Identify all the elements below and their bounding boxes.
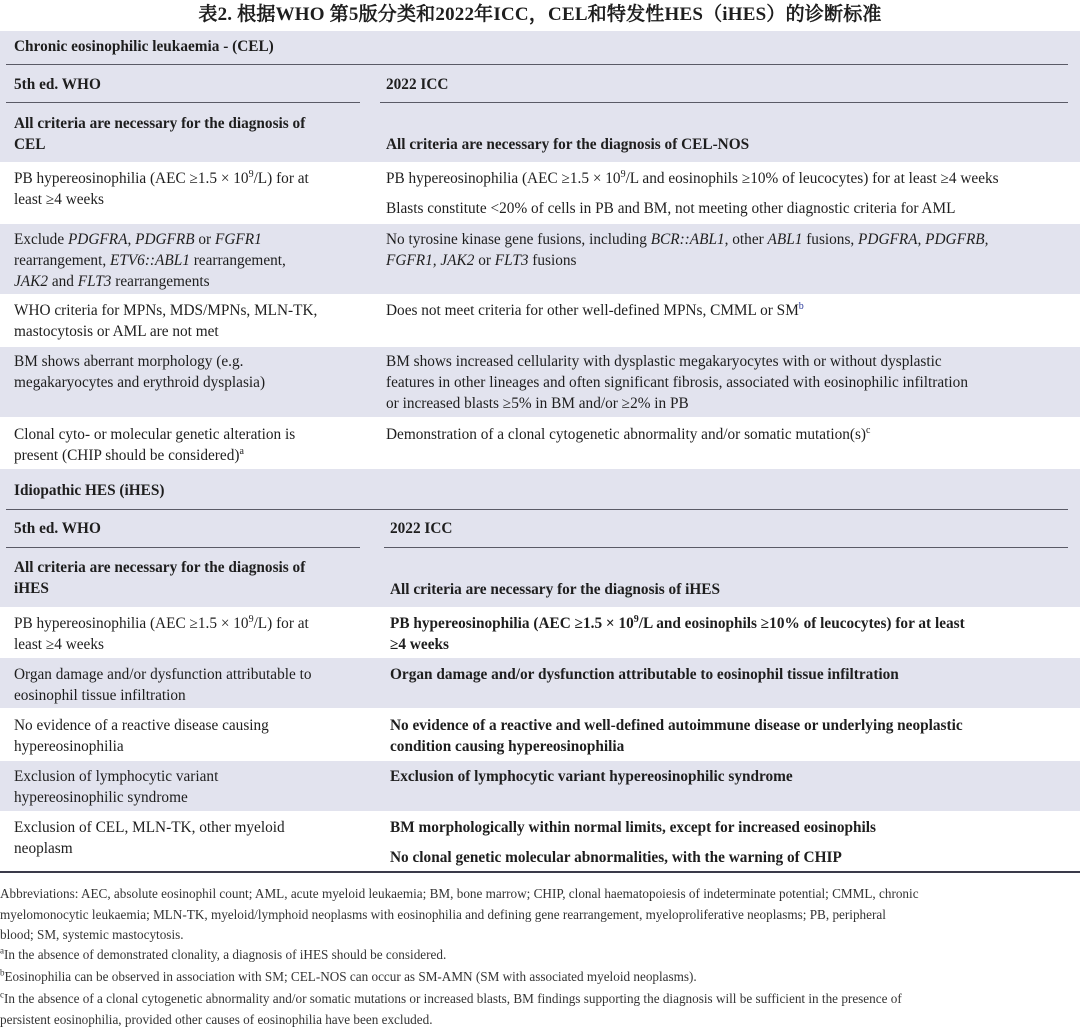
cel-row3-who: WHO criteria for MPNs, MDS/MPNs, MLN-TK, mastocytosis or AML are not met: [14, 302, 318, 340]
ihes-row1-who: PB hypereosinophilia $(AEC \ge 1.5 \times 10^9/L)$ for at least ≥4 weeks: [14, 613, 309, 653]
cel-row1-icc: PB hypereosinophilia ($AEC \ge 1.5 \times 10^9/L$ and eosinophils ≥10% of leucocytes) for at least ≥4 weeks: [386, 168, 999, 187]
cel-row4-who: BM shows aberrant morphology (e.g. megakaryocytes and erythroid dysplasia): [14, 353, 266, 391]
cel-row3-icc: Does not meet criteria for other well-defined MPNs, CMML or $SM^b$: [386, 300, 804, 319]
ihes-row2-icc: Organ damage and/or dysfunction attributable to eosinophil tissue infiltration: [390, 666, 899, 683]
cel-row2-icc: No tyrosine kinase gene fusions, including BCR::ABL1, other ABL1 fusions, PDGFRA, PDGFRB, FGFR1, JAK2 or FLT3 fusions: [386, 231, 989, 269]
table-title: 表2. 根据WHO 第5版分类和2022年ICC，CEL和特发性HES（iHES）的诊断标准: [198, 4, 882, 25]
divider: [380, 102, 1068, 103]
ihes-row5-icc: BM morphologically within normal limits, except for increased eosinophils: [390, 819, 876, 836]
ihes-row1-icc: PB hypereosinophilia ($AEC \ge 1.5 \times 10^9/L$ and eosinophils ≥10% of leucocytes) for at least ≥4 weeks: [390, 613, 965, 653]
cel-row1-who: PB hypereosinophilia $(AEC \ge 1.5 \times 10^9/L)$ for at least ≥4 weeks: [14, 168, 309, 208]
ihes-row3-icc: No evidence of a reactive and well-defined autoimmune disease or underlying neoplastic condition causing hypereosinophilia: [390, 717, 963, 755]
abbreviations-note: Abbreviations: AEC, absolute eosinophil count; AML, acute myeloid leukaemia; BM, bone marrow; CHIP, clonal haematopoiesis of indeterminate potential; CMML, chronic myelomonocytic leukaemia; MLN-TK, myeloid/lymphoid neoplasms with eosinophilia and defining gene rearrangement, myeloproliferative neoplasms; PB, peripheral blood; SM, systemic mastocytosis.: [0, 886, 919, 942]
ihes-icc-header: 2022 ICC: [390, 520, 453, 537]
ihes-who-intro: All criteria are necessary for the diagnosis of iHES: [14, 559, 306, 597]
ihes-row4-who: Exclusion of lymphocytic variant hypereosinophilic syndrome: [14, 768, 219, 806]
ihes-section-title: Idiopathic HES (iHES): [14, 482, 165, 499]
cel-who-header: 5th ed. WHO: [14, 76, 101, 93]
divider: [6, 547, 360, 548]
ihes-header-band: [0, 511, 1080, 549]
footnote-b: $^b$Eosinophilia can be observed in association with SM; CEL-NOS can occur as SM-AMN (SM with associated myeloid neoplasms).: [0, 967, 697, 984]
ihes-row3-who: No evidence of a reactive disease causing hypereosinophilia: [14, 717, 269, 755]
ihes-row4-icc: Exclusion of lymphocytic variant hypereosinophilic syndrome: [390, 768, 793, 785]
divider: [6, 64, 1068, 65]
ihes-icc-intro: All criteria are necessary for the diagnosis of iHES: [390, 581, 720, 598]
divider: [6, 102, 360, 103]
cel-icc-intro: All criteria are necessary for the diagnosis of CEL-NOS: [386, 136, 750, 153]
cel-row2-who: Exclude PDGFRA, PDGFRB or FGFR1 rearrangement, ETV6::ABL1 rearrangement, JAK2 and FLT3 rearrangements: [14, 231, 286, 290]
cel-row1-icc-2: Blasts constitute <20% of cells in PB and BM, not meeting other diagnostic criteria for AML: [386, 200, 956, 217]
ihes-row2-who: Organ damage and/or dysfunction attributable to eosinophil tissue infiltration: [14, 666, 312, 704]
cel-header-band: [0, 66, 1080, 104]
cel-who-intro: All criteria are necessary for the diagnosis of CEL: [14, 115, 306, 153]
ihes-row5-who: Exclusion of CEL, MLN-TK, other myeloid neoplasm: [14, 819, 285, 857]
divider: [6, 509, 1068, 510]
cel-row4-icc: BM shows increased cellularity with dysplastic megakaryocytes with or without dysplastic features in other lineages and often significant fibrosis, associated with eosinophilic infiltration or increased blasts ≥5% in BM and/or ≥2% in PB: [386, 353, 968, 412]
cel-icc-header: 2022 ICC: [386, 76, 449, 93]
divider: [384, 547, 1068, 548]
cel-row5-who: Clonal cyto- or molecular genetic alteration is present (CHIP should be considered)$^a$: [14, 426, 296, 464]
ihes-row5-icc-2: No clonal genetic molecular abnormalities, with the warning of CHIP: [390, 849, 842, 866]
cel-section-title: Chronic eosinophilic leukaemia - (CEL): [14, 38, 274, 55]
table-bottom-rule: [0, 871, 1080, 873]
cel-row5-icc: Demonstration of a clonal cytogenetic abnormality and/or somatic $mutation(s)^c$: [386, 424, 871, 443]
footnote-c: $^c$In the absence of a clonal cytogenetic abnormality and/or somatic mutations or increased blasts, BM findings supporting the diagnosis will be sufficient in the presence of persistent eosinophilia, provided other causes of eosinophilia have been excluded.: [0, 989, 902, 1027]
footnote-a: $^a$In the absence of demonstrated clonality, a diagnosis of iHES should be considered.: [0, 945, 447, 962]
ihes-who-header: 5th ed. WHO: [14, 520, 101, 537]
